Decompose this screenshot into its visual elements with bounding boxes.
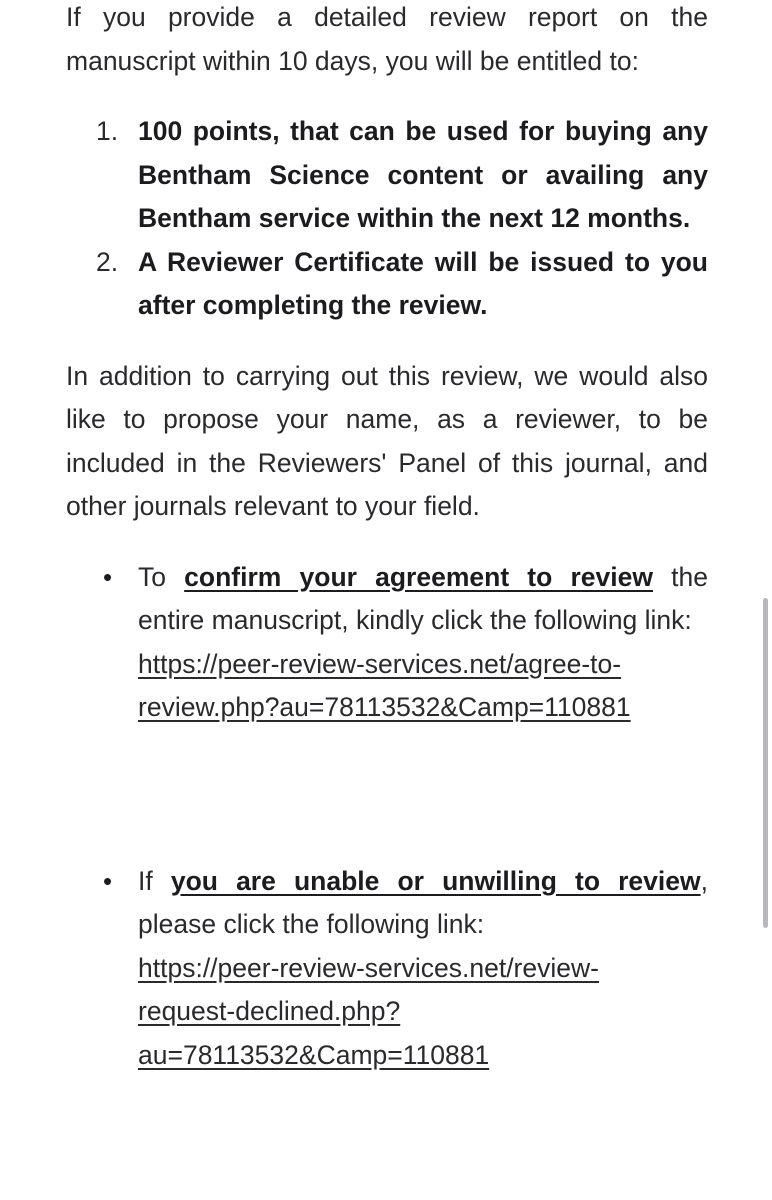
benefit-item-1 bbox=[66, 110, 708, 241]
actions-list bbox=[66, 556, 708, 1078]
agree-url-line-1: https://peer-review-services.net/agree-to- bbox=[138, 648, 622, 679]
bullet-icon: • bbox=[103, 561, 113, 592]
decline-url-line-2: request-declined.php? bbox=[138, 996, 401, 1026]
decline-url-line-1: https://peer-review-services.net/review- bbox=[138, 952, 599, 983]
bullet-icon: • bbox=[103, 865, 113, 896]
agree-url-line-2: review.php?au=78113532&Camp=110881 bbox=[138, 692, 631, 722]
decline-url-line-3: au=78113532&Camp=110881 bbox=[138, 1039, 490, 1070]
list-number: 2. bbox=[96, 246, 119, 277]
decline-prefix: If bbox=[138, 865, 171, 896]
decline-review-link[interactable]: you are unable or unwilling to review bbox=[170, 865, 701, 896]
agree-prefix: To bbox=[138, 561, 185, 592]
list-number: 1. bbox=[96, 116, 119, 146]
panel-paragraph: In addition to carrying out this review, we would also like to propose your name, as a reviewer, to be included in the Reviewers' Panel of this journal, and other journals relevant to your field. bbox=[66, 360, 708, 521]
email-body bbox=[66, 0, 708, 1077]
decline-url-link[interactable] bbox=[138, 947, 708, 1078]
agree-url-link[interactable] bbox=[138, 643, 708, 730]
agree-action-item bbox=[66, 556, 708, 730]
benefit-item-2 bbox=[66, 241, 708, 328]
vertical-scrollbar[interactable] bbox=[763, 598, 768, 928]
benefit-text: 100 points, that can be used for buying any Bentham Science content or availing any Bentham service within the next 12 months. bbox=[138, 116, 708, 233]
benefits-list bbox=[66, 110, 708, 328]
decline-suffix: , please click the following link: bbox=[138, 865, 708, 939]
agree-suffix: the entire manuscript, kindly click the following link: bbox=[138, 561, 709, 635]
decline-action-item bbox=[66, 860, 708, 1078]
benefit-text: A Reviewer Certificate will be issued to you after completing the review. bbox=[138, 246, 708, 320]
confirm-agreement-link[interactable]: confirm your agreement to review bbox=[184, 561, 653, 592]
intro-paragraph: If you provide a detailed review report on the manuscript within 10 days, you will be entitled to: bbox=[66, 2, 708, 76]
